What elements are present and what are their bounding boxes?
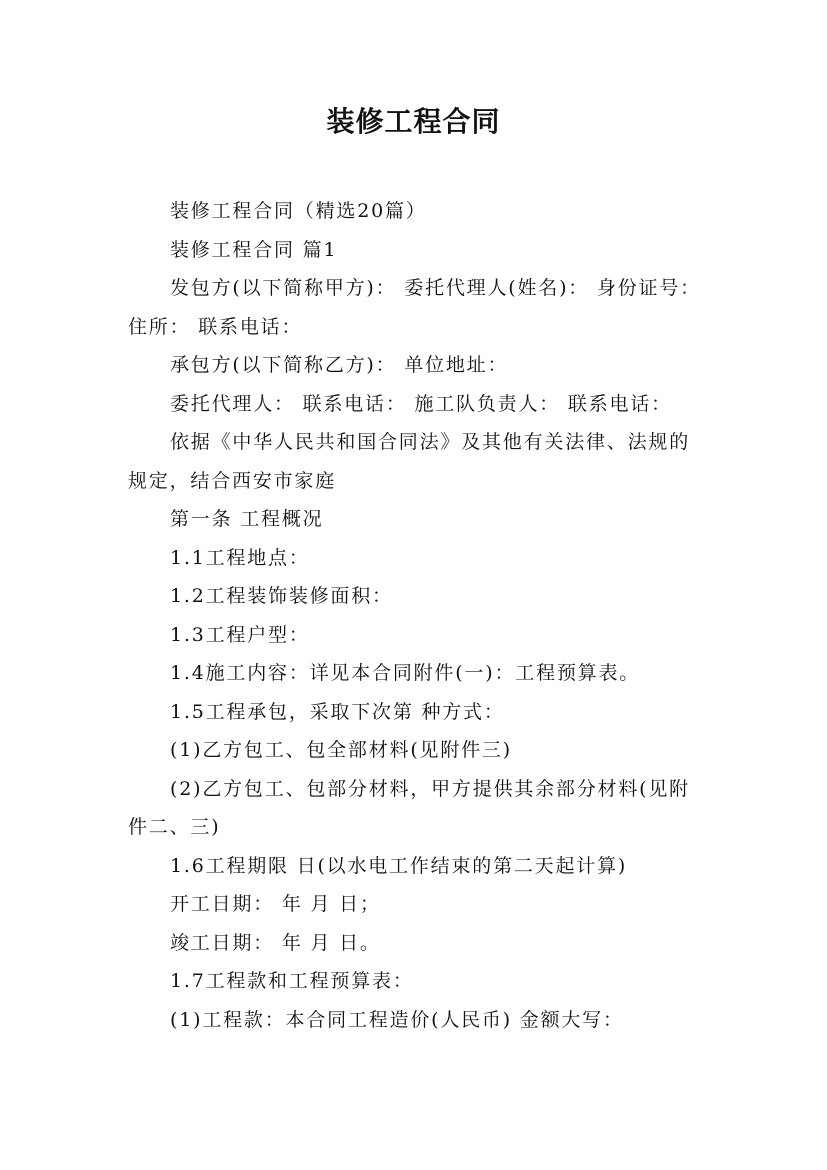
paragraph: 1.4施工内容：详见本合同附件(一)：工程预算表。 [170,662,641,684]
document-body [128,192,708,1039]
paragraph: 装修工程合同（精选20篇） [170,200,427,222]
paragraph: 承包方(以下简称乙方)： 单位地址： [170,354,509,376]
paragraph: 1.3工程户型： [170,623,310,646]
paragraph: 1.1工程地点： [170,546,310,569]
paragraph: 依据《中华人民共和国合同法》及其他有关法律、法规的规定，结合西安市家庭 [128,431,691,492]
paragraph: 1.2工程装饰装修面积： [170,585,393,607]
paragraph: 开工日期： 年 月 日； [170,893,381,915]
paragraph: 1.5工程承包，采取下次第 种方式： [170,700,505,723]
paragraph: 装修工程合同 篇1 [170,238,338,261]
paragraph: (1)工程款：本合同工程造价(人民币) 金额大写： [170,1008,624,1031]
paragraph: 竣工日期： 年 月 日。 [170,931,381,954]
paragraph: (2)乙方包工、包部分材料，甲方提供其余部分材料(见附件二、三) [128,777,690,838]
document-title: 装修工程合同 [326,105,501,138]
paragraph: 1.7工程款和工程预算表： [170,970,414,992]
section-heading: 第一条 工程概况 [170,508,324,530]
paragraph: 发包方(以下简称甲方)： 委托代理人(姓名)： 身份证号： 住所： 联系电话： [128,277,701,338]
paragraph: (1)乙方包工、包全部材料(见附件三) [170,739,512,761]
paragraph: 1.6工程期限 日(以水电工作结束的第二天起计算) [170,854,628,877]
paragraph: 委托代理人： 联系电话： 施工队负责人： 联系电话： [170,392,672,415]
